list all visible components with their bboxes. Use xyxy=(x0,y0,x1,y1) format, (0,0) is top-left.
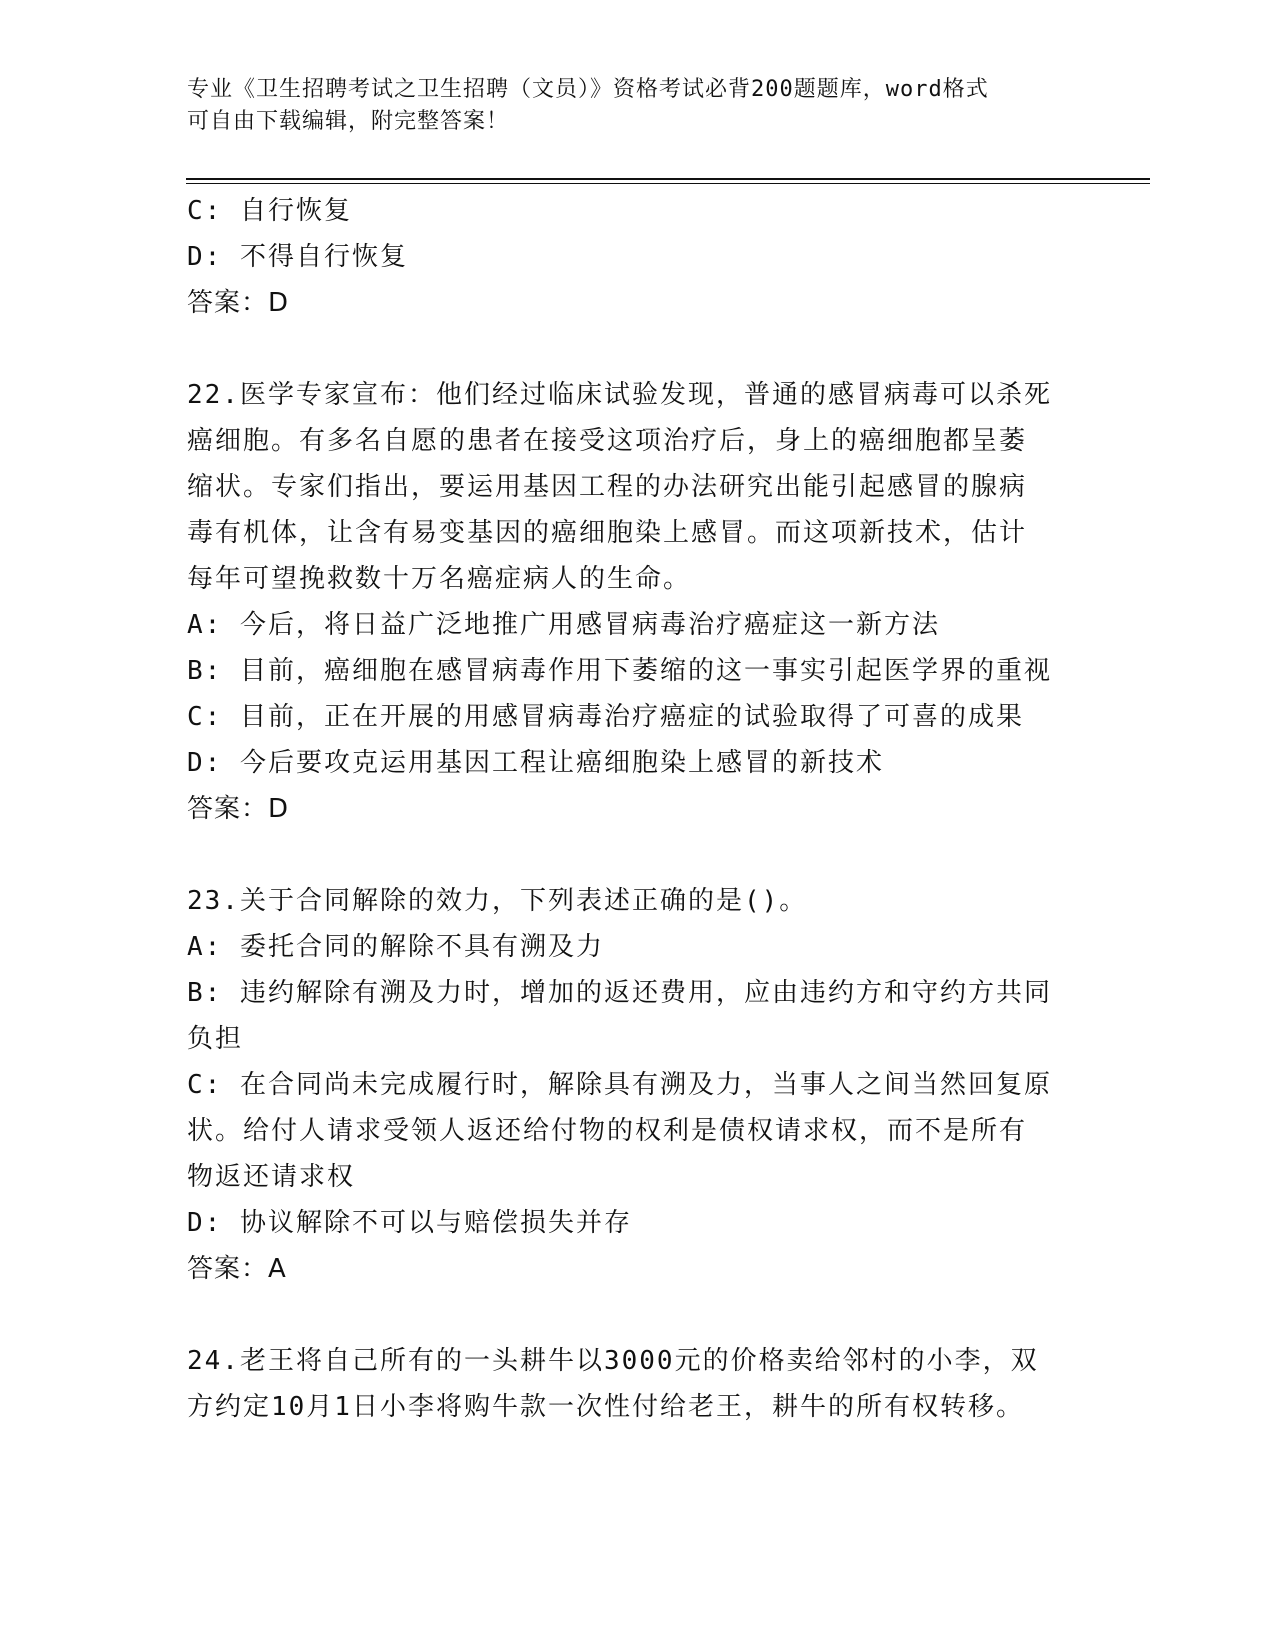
header-divider-thick xyxy=(186,178,1150,180)
option-b-line-1: B: 违约解除有溯及力时，增加的返还费用，应由违约方和守约方共同 xyxy=(187,978,1052,1008)
answer: 答案：D xyxy=(187,288,290,318)
question-stem-line: 22.医学专家宣布：他们经过临床试验发现，普通的感冒病毒可以杀死 xyxy=(187,380,1052,410)
option-b: B: 目前，癌细胞在感冒病毒作用下萎缩的这一事实引起医学界的重视 xyxy=(187,656,1052,686)
answer: 答案：D xyxy=(187,794,290,824)
question-22 xyxy=(187,372,1087,832)
option-d: D: 协议解除不可以与赔偿损失并存 xyxy=(187,1208,632,1238)
option-d: D: 不得自行恢复 xyxy=(187,242,408,272)
question-stem-line: 癌细胞。有多名自愿的患者在接受这项治疗后，身上的癌细胞都呈萎 xyxy=(187,426,1028,456)
header-line-1: 专业《卫生招聘考试之卫生招聘（文员）》资格考试必背200题题库，word格式 xyxy=(187,77,989,102)
question-stem-line: 24.老王将自己所有的一头耕牛以3000元的价格卖给邻村的小李，双 xyxy=(187,1346,1039,1376)
header-line-2: 可自由下载编辑，附完整答案！ xyxy=(187,109,510,134)
option-c: C: 自行恢复 xyxy=(187,196,352,226)
option-a: A: 委托合同的解除不具有溯及力 xyxy=(187,932,604,962)
question-stem-line: 缩状。专家们指出，要运用基因工程的办法研究出能引起感冒的腺病 xyxy=(187,472,1028,502)
option-c: C: 目前，正在开展的用感冒病毒治疗癌症的试验取得了可喜的成果 xyxy=(187,702,1024,732)
question-24 xyxy=(187,1338,1087,1430)
option-a: A: 今后，将日益广泛地推广用感冒病毒治疗癌症这一新方法 xyxy=(187,610,940,640)
document-body xyxy=(187,188,1087,1430)
question-23 xyxy=(187,878,1087,1292)
question-21-tail xyxy=(187,188,1087,326)
option-c-line-2: 状。给付人请求受领人返还给付物的权利是债权请求权，而不是所有 xyxy=(187,1116,1028,1146)
question-spacer xyxy=(187,832,1087,878)
question-stem-line: 每年可望挽救数十万名癌症病人的生命。 xyxy=(187,564,692,594)
answer: 答案：A xyxy=(187,1254,287,1284)
question-stem-line: 23.关于合同解除的效力，下列表述正确的是()。 xyxy=(187,886,808,916)
option-c-line-1: C: 在合同尚未完成履行时，解除具有溯及力，当事人之间当然回复原 xyxy=(187,1070,1052,1100)
page-header xyxy=(187,74,1067,138)
header-divider-thin xyxy=(186,183,1150,184)
question-stem-line: 方约定10月1日小李将购牛款一次性付给老王，耕牛的所有权转移。 xyxy=(187,1392,1024,1422)
option-b-line-2: 负担 xyxy=(187,1024,244,1054)
question-stem-line: 毒有机体，让含有易变基因的癌细胞染上感冒。而这项新技术，估计 xyxy=(187,518,1028,548)
option-c-line-3: 物返还请求权 xyxy=(187,1162,356,1192)
question-spacer xyxy=(187,326,1087,372)
option-d: D: 今后要攻克运用基因工程让癌细胞染上感冒的新技术 xyxy=(187,748,884,778)
question-spacer xyxy=(187,1292,1087,1338)
